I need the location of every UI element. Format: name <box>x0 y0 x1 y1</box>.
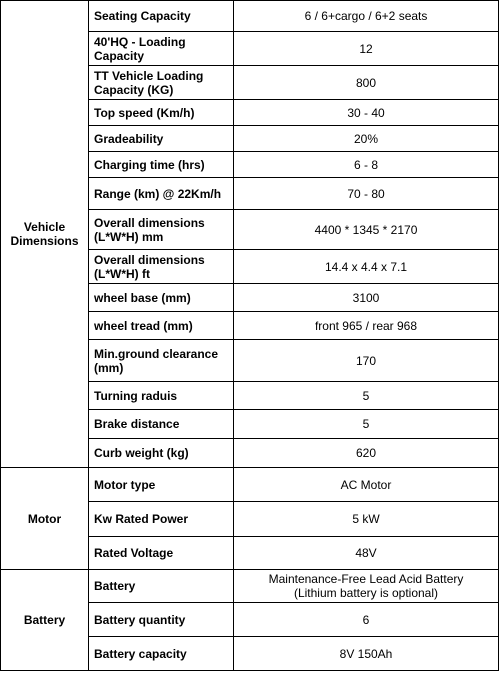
spec-value: 20% <box>234 126 499 152</box>
spec-label: Gradeability <box>89 126 234 152</box>
specification-table-body <box>1 1 499 671</box>
spec-label: wheel base (mm) <box>89 284 234 312</box>
spec-value: Maintenance-Free Lead Acid Battery (Lithium battery is optional) <box>234 570 499 603</box>
spec-value: 5 kW <box>234 502 499 537</box>
spec-label: Kw Rated Power <box>89 502 234 537</box>
spec-label: Overall dimensions (L*W*H) ft <box>89 250 234 284</box>
spec-value: front 965 / rear 968 <box>234 312 499 340</box>
spec-label: Range (km) @ 22Km/h <box>89 178 234 210</box>
spec-value: AC Motor <box>234 468 499 502</box>
spec-value: 8V 150Ah <box>234 637 499 671</box>
group-label: Vehicle Dimensions <box>1 1 89 468</box>
spec-label: 40'HQ - Loading Capacity <box>89 32 234 66</box>
spec-row <box>1 1 499 32</box>
spec-value: 170 <box>234 340 499 382</box>
spec-value: 3100 <box>234 284 499 312</box>
spec-value: 12 <box>234 32 499 66</box>
spec-label: Curb weight (kg) <box>89 439 234 468</box>
spec-value: 48V <box>234 537 499 570</box>
spec-label: Min.ground clearance (mm) <box>89 340 234 382</box>
group-label: Motor <box>1 468 89 570</box>
spec-label: Battery <box>89 570 234 603</box>
spec-label: Charging time (hrs) <box>89 152 234 178</box>
spec-value: 800 <box>234 66 499 100</box>
spec-label: Brake distance <box>89 410 234 439</box>
spec-value: 14.4 x 4.4 x 7.1 <box>234 250 499 284</box>
spec-row <box>1 468 499 502</box>
spec-label: Overall dimensions (L*W*H) mm <box>89 210 234 250</box>
spec-value: 6 - 8 <box>234 152 499 178</box>
spec-label: Battery quantity <box>89 603 234 637</box>
spec-label: TT Vehicle Loading Capacity (KG) <box>89 66 234 100</box>
spec-value: 6 <box>234 603 499 637</box>
spec-label: Turning raduis <box>89 382 234 410</box>
spec-value: 70 - 80 <box>234 178 499 210</box>
spec-value: 4400 * 1345 * 2170 <box>234 210 499 250</box>
spec-value: 30 - 40 <box>234 100 499 126</box>
spec-label: Motor type <box>89 468 234 502</box>
group-label: Battery <box>1 570 89 671</box>
spec-label: wheel tread (mm) <box>89 312 234 340</box>
spec-row <box>1 570 499 603</box>
spec-value: 5 <box>234 382 499 410</box>
spec-value: 6 / 6+cargo / 6+2 seats <box>234 1 499 32</box>
spec-label: Rated Voltage <box>89 537 234 570</box>
spec-value: 620 <box>234 439 499 468</box>
spec-value: 5 <box>234 410 499 439</box>
spec-label: Battery capacity <box>89 637 234 671</box>
spec-label: Seating Capacity <box>89 1 234 32</box>
spec-label: Top speed (Km/h) <box>89 100 234 126</box>
